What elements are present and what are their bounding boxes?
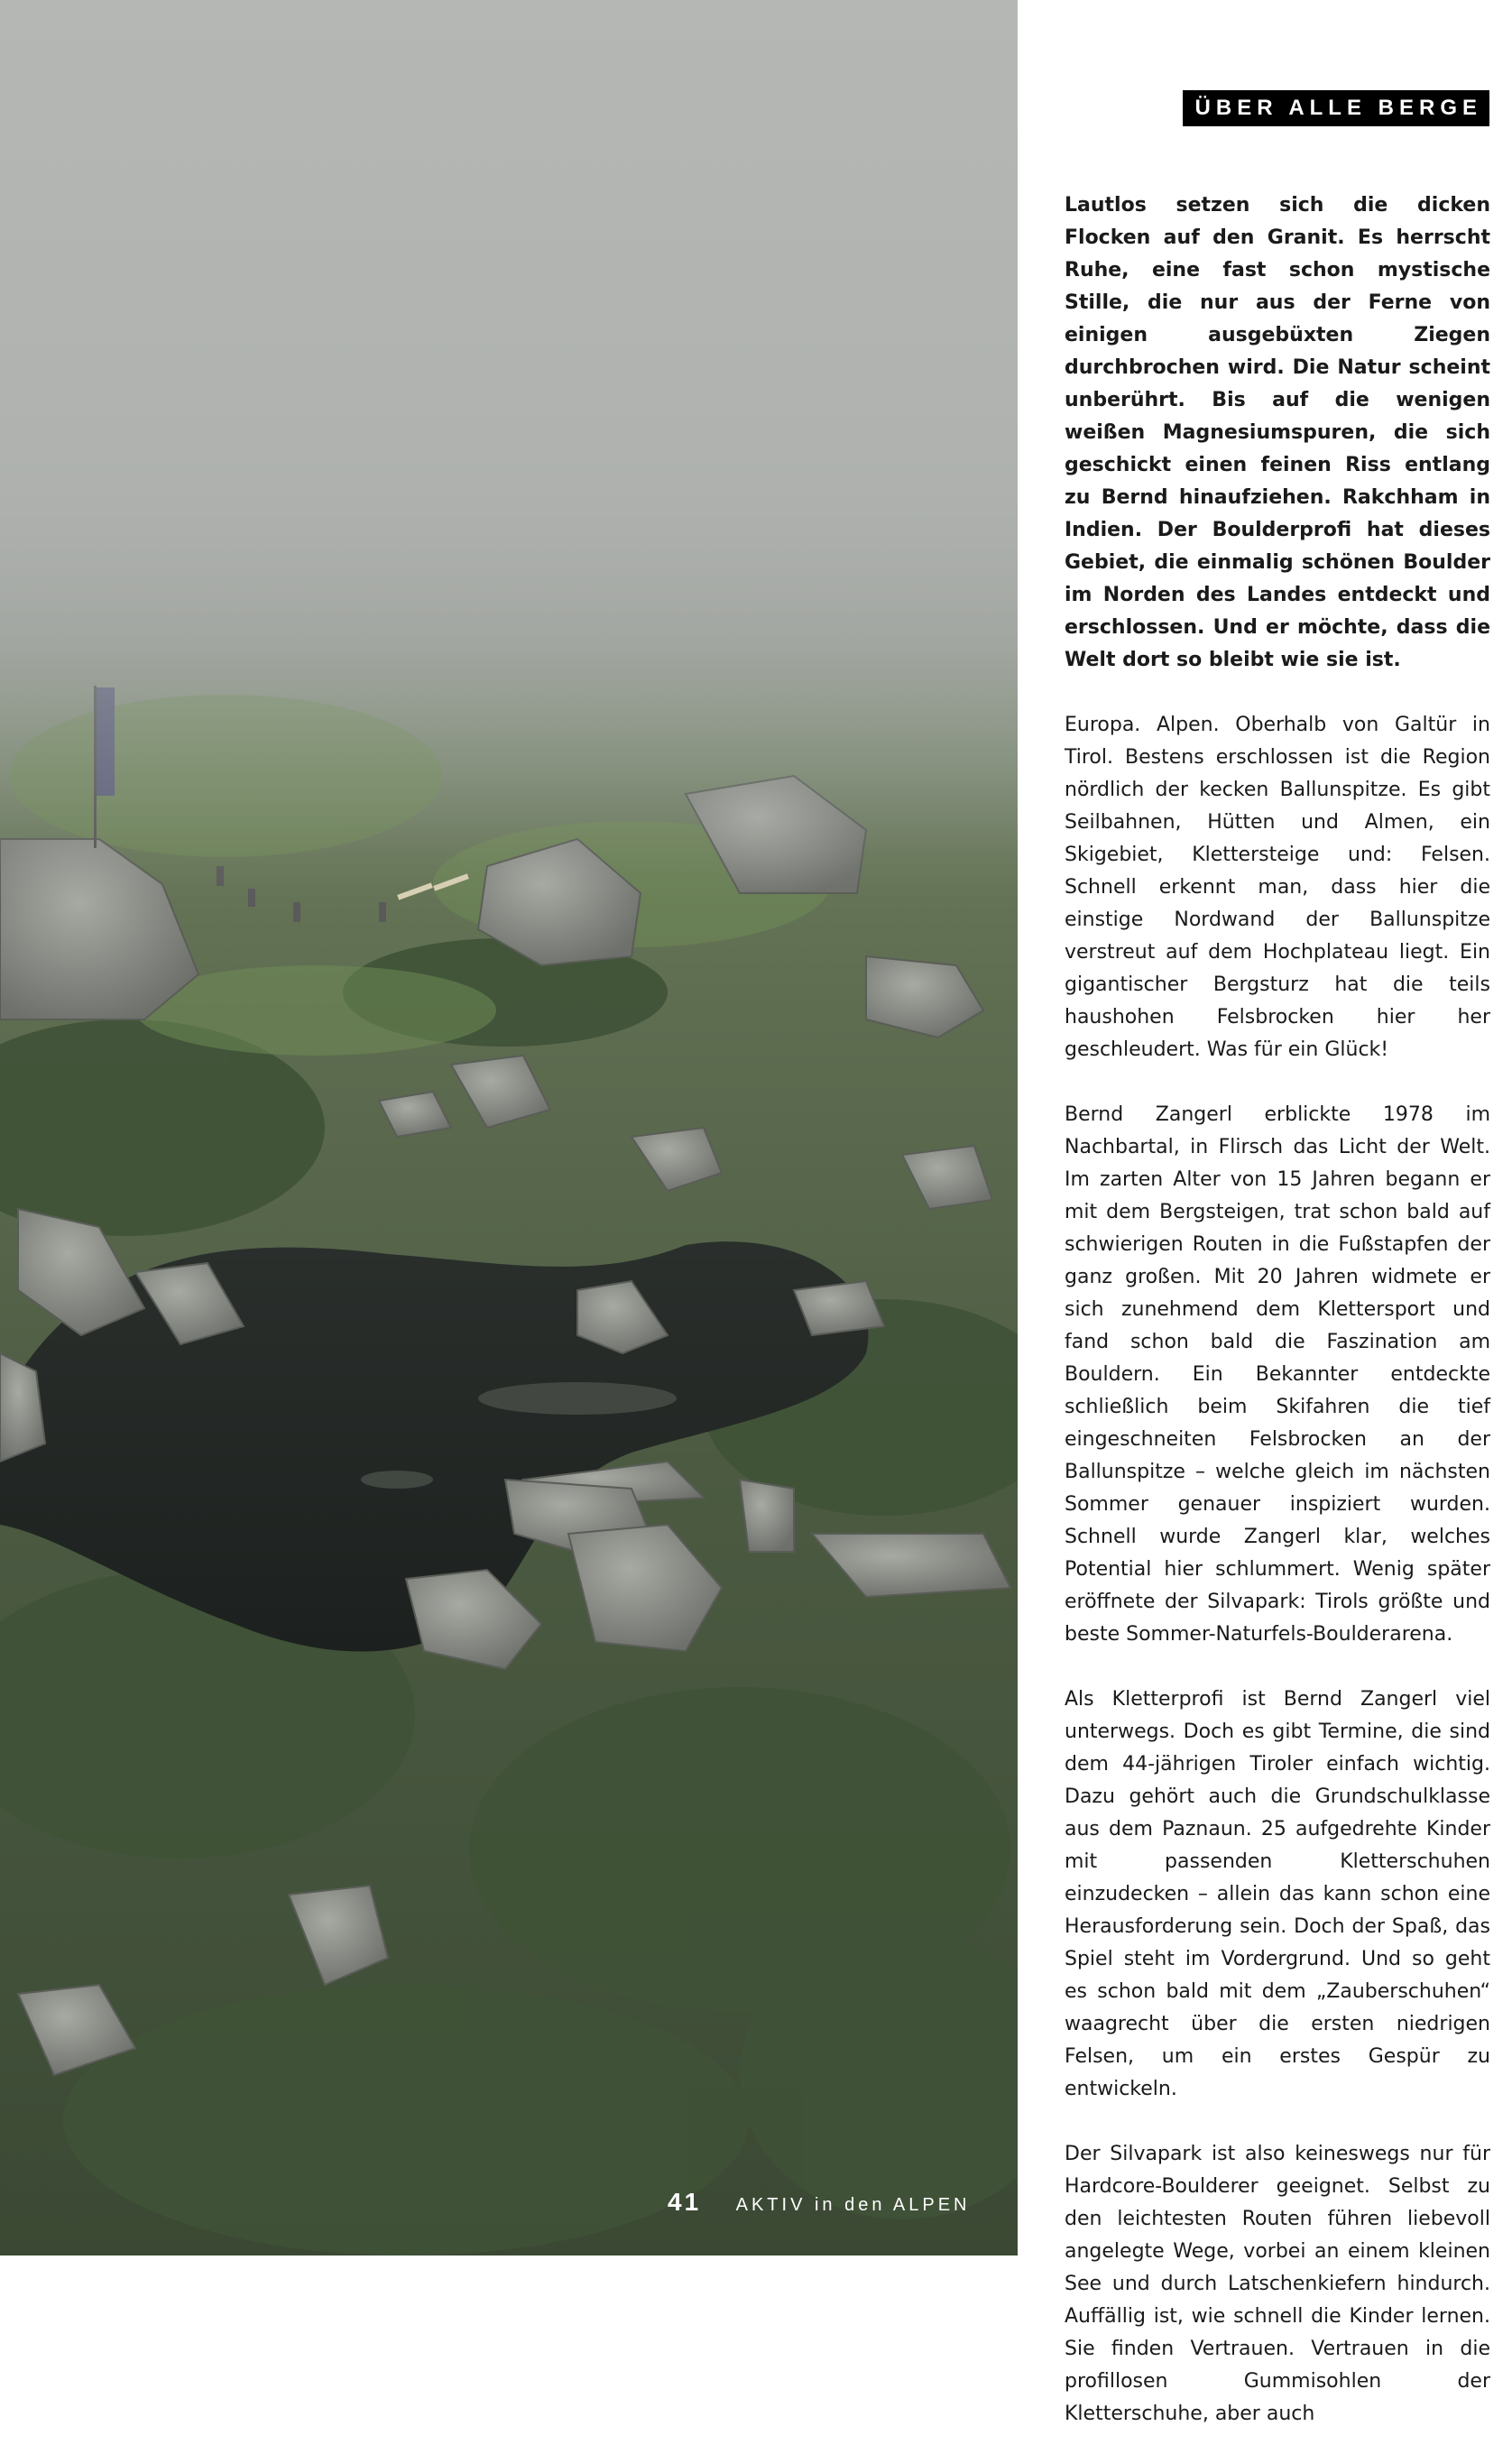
section-tag: ÜBER ALLE BERGE [1183,90,1489,126]
body-paragraph: Europa. Alpen. Oberhalb von Galtür in Tirol. Bestens erschlossen ist die Region nördlich der kecken Ballunspitze. Es gibt Seilbahnen, Hütten und Almen, ein Skigebiet, Klettersteige und: Felsen. Schnell erkennt man, dass hier die einstige Nordwand der Ballunspitze verstreut auf dem Hochplateau liegt. Ein gigantischer Bergsturz hat die teils haushohen Felsbrocken hier her geschleudert. Was für ein Glück! [1065,714,1490,1061]
article-text [1065,189,1490,2463]
magazine-title: AKTIV in den ALPEN [735,2195,971,2215]
lead-paragraph: Lautlos setzen sich die dicken Flocken auf den Granit. Es herrscht Ruhe, eine fast schon mystische Stille, die nur aus der Ferne von einigen ausgebüxten Ziegen durchbrochen wird. Die Natur scheint unberührt. Bis auf die wenigen weißen Magnesiumspuren, die sich geschickt einen feinen Riss entlang zu Bernd hinaufziehen. Rakchham in Indien. Der Boulderprofi hat dieses Gebiet, die einmalig schönen Boulder im Norden des Landes entdeckt und erschlossen. Und er möchte, dass die Welt dort so bleibt wie sie ist. [1065,194,1490,671]
body-paragraph: Als Kletterprofi ist Bernd Zangerl viel unterwegs. Doch es gibt Termine, die sind dem 44-jährigen Tiroler einfach wichtig. Dazu gehört auch die Grundschulklasse aus dem Paznaun. 25 aufgedrehte Kinder mit passenden Kletterschuhen einzudecken – allein das kann schon eine Herausforderung sein. Doch der Spaß, das Spiel steht im Vordergrund. Und so geht es schon bald mit dem „Zauberschuhen“ waagrecht über die ersten niedrigen Felsen, um ein erstes Gespür zu entwickeln. [1065,1688,1490,2100]
body-paragraph: Der Silvapark ist also keineswegs nur für Hardcore-Boulderer geeignet. Selbst zu den leichtesten Routen führen liebevoll angelegte Wege, vorbei an einem kleinen See und durch Latschenkiefern hindurch. Auffällig ist, wie schnell die Kinder lernen. Sie finden Vertrauen. Vertrauen in die profillosen Gummisohlen der Kletterschuhe, aber auch [1065,2143,1490,2425]
page-number: 41 [668,2188,702,2216]
body-paragraph: Bernd Zangerl erblickte 1978 im Nachbartal, in Flirsch das Licht der Welt. Im zarten Alter von 15 Jahren begann er mit dem Bergsteigen, trat schon bald auf schwierigen Routen in die Fußstapfen der ganz großen. Mit 20 Jahren widmete er sich zunehmend dem Klettersport und fand schon bald die Faszination am Bouldern. Ein Bekannter entdeckte schließlich beim Skifahren die tief eingeschneiten Felsbrocken an der Ballunspitze – welche gleich im nächsten Sommer genauer inspiziert wurden. Schnell wurde Zangerl klar, welches Potential hier schlummert. Wenig später eröffnete der Silvapark: Tirols größte und beste Sommer-Naturfels-Boulderarena. [1065,1103,1490,1646]
page-footer [668,2188,971,2217]
